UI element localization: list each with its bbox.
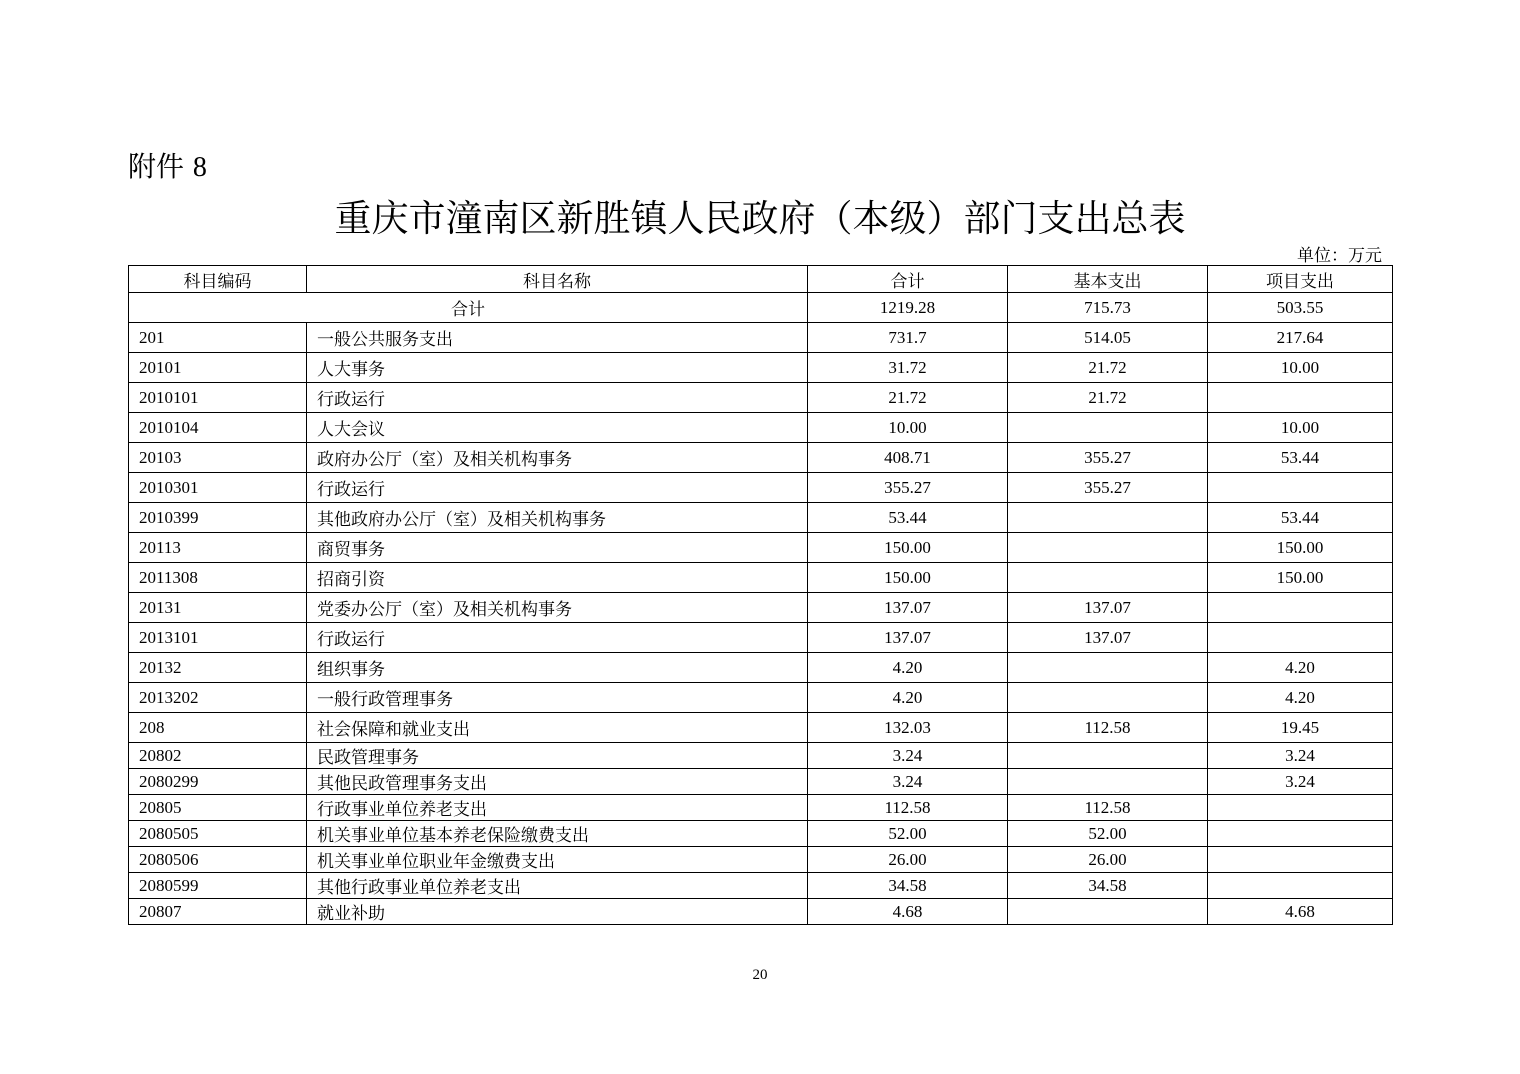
row-code: 20131 [129,593,307,623]
row-basic: 137.07 [1008,623,1208,653]
row-basic: 21.72 [1008,353,1208,383]
row-name: 行政运行 [307,623,808,653]
row-name: 其他行政事业单位养老支出 [307,873,808,899]
row-basic [1008,413,1208,443]
row-basic: 112.58 [1008,713,1208,743]
header-row [129,266,1393,293]
row-project [1208,593,1393,623]
row-name: 一般行政管理事务 [307,683,808,713]
table-row [129,769,1393,795]
row-sum: 52.00 [808,821,1008,847]
row-code: 2011308 [129,563,307,593]
table-row [129,563,1393,593]
total-label: 合计 [129,293,808,323]
row-project: 10.00 [1208,413,1393,443]
row-sum: 4.68 [808,899,1008,925]
table-row [129,899,1393,925]
row-project: 3.24 [1208,743,1393,769]
row-name: 机关事业单位基本养老保险缴费支出 [307,821,808,847]
row-basic: 52.00 [1008,821,1208,847]
row-basic [1008,653,1208,683]
attachment-label [128,145,207,185]
row-name: 人大事务 [307,353,808,383]
row-project [1208,873,1393,899]
row-basic [1008,563,1208,593]
table-row [129,743,1393,769]
row-name: 其他民政管理事务支出 [307,769,808,795]
row-project: 4.20 [1208,653,1393,683]
row-sum: 731.7 [808,323,1008,353]
row-sum: 408.71 [808,443,1008,473]
row-sum: 3.24 [808,743,1008,769]
row-basic [1008,899,1208,925]
row-name: 行政事业单位养老支出 [307,795,808,821]
row-sum: 355.27 [808,473,1008,503]
row-basic [1008,503,1208,533]
row-sum: 26.00 [808,847,1008,873]
document-title: 重庆市潼南区新胜镇人民政府（本级）部门支出总表 [334,197,1186,240]
row-name: 社会保障和就业支出 [307,713,808,743]
row-code: 20132 [129,653,307,683]
page-number: 20 [752,967,768,983]
table-row [129,821,1393,847]
row-project [1208,847,1393,873]
row-project: 53.44 [1208,443,1393,473]
row-code: 2013202 [129,683,307,713]
row-name: 行政运行 [307,473,808,503]
row-code: 2013101 [129,623,307,653]
row-name: 其他政府办公厅（室）及相关机构事务 [307,503,808,533]
row-code: 20805 [129,795,307,821]
row-sum: 21.72 [808,383,1008,413]
row-project: 3.24 [1208,769,1393,795]
row-basic [1008,533,1208,563]
row-sum: 137.07 [808,593,1008,623]
row-project [1208,821,1393,847]
table-row [129,795,1393,821]
header-name: 科目名称 [307,266,808,293]
table-row [129,653,1393,683]
row-code: 2080599 [129,873,307,899]
header-project: 项目支出 [1208,266,1393,293]
row-project: 150.00 [1208,563,1393,593]
row-name: 民政管理事务 [307,743,808,769]
table-row [129,593,1393,623]
header-basic: 基本支出 [1008,266,1208,293]
attachment-prefix: 附件 [128,150,185,183]
row-code: 20807 [129,899,307,925]
row-project: 4.20 [1208,683,1393,713]
row-name: 人大会议 [307,413,808,443]
row-code: 2010301 [129,473,307,503]
row-basic [1008,683,1208,713]
row-project: 217.64 [1208,323,1393,353]
row-sum: 3.24 [808,769,1008,795]
row-code: 208 [129,713,307,743]
row-project: 53.44 [1208,503,1393,533]
table-row [129,353,1393,383]
row-code: 20802 [129,743,307,769]
row-code: 2010399 [129,503,307,533]
row-sum: 10.00 [808,413,1008,443]
row-basic: 355.27 [1008,473,1208,503]
header-code: 科目编码 [129,266,307,293]
row-name: 组织事务 [307,653,808,683]
row-basic: 26.00 [1008,847,1208,873]
row-name: 党委办公厅（室）及相关机构事务 [307,593,808,623]
row-sum: 53.44 [808,503,1008,533]
table-row [129,473,1393,503]
expenditure-table [128,265,1393,925]
row-name: 政府办公厅（室）及相关机构事务 [307,443,808,473]
row-basic: 514.05 [1008,323,1208,353]
row-basic: 112.58 [1008,795,1208,821]
table-row [129,383,1393,413]
row-code: 2010104 [129,413,307,443]
attachment-number: 8 [192,152,207,183]
row-project [1208,795,1393,821]
row-name: 就业补助 [307,899,808,925]
row-code: 20103 [129,443,307,473]
table-row [129,623,1393,653]
row-name: 机关事业单位职业年金缴费支出 [307,847,808,873]
row-basic: 137.07 [1008,593,1208,623]
row-code: 2080299 [129,769,307,795]
row-code: 2080506 [129,847,307,873]
row-name: 商贸事务 [307,533,808,563]
row-project [1208,623,1393,653]
row-basic: 21.72 [1008,383,1208,413]
row-basic: 34.58 [1008,873,1208,899]
row-project: 19.45 [1208,713,1393,743]
row-code: 201 [129,323,307,353]
total-project: 503.55 [1208,293,1393,323]
row-sum: 137.07 [808,623,1008,653]
row-name: 行政运行 [307,383,808,413]
total-row [129,293,1393,323]
row-basic [1008,769,1208,795]
row-project: 10.00 [1208,353,1393,383]
row-sum: 150.00 [808,563,1008,593]
total-sum: 1219.28 [808,293,1008,323]
table-row [129,533,1393,563]
row-project: 150.00 [1208,533,1393,563]
row-project [1208,383,1393,413]
table-row [129,413,1393,443]
row-sum: 34.58 [808,873,1008,899]
row-name: 一般公共服务支出 [307,323,808,353]
row-sum: 4.20 [808,683,1008,713]
row-sum: 31.72 [808,353,1008,383]
row-sum: 132.03 [808,713,1008,743]
row-code: 20101 [129,353,307,383]
row-project: 4.68 [1208,899,1393,925]
row-name: 招商引资 [307,563,808,593]
row-code: 2010101 [129,383,307,413]
table-row [129,873,1393,899]
row-basic [1008,743,1208,769]
row-project [1208,473,1393,503]
table-row [129,683,1393,713]
table-row [129,443,1393,473]
unit-label: 单位：万元 [1297,246,1382,265]
row-sum: 4.20 [808,653,1008,683]
header-sum: 合计 [808,266,1008,293]
table-row [129,713,1393,743]
table-row [129,323,1393,353]
row-sum: 112.58 [808,795,1008,821]
row-basic: 355.27 [1008,443,1208,473]
row-code: 20113 [129,533,307,563]
total-basic: 715.73 [1008,293,1208,323]
row-code: 2080505 [129,821,307,847]
row-sum: 150.00 [808,533,1008,563]
table-row [129,503,1393,533]
table-row [129,847,1393,873]
